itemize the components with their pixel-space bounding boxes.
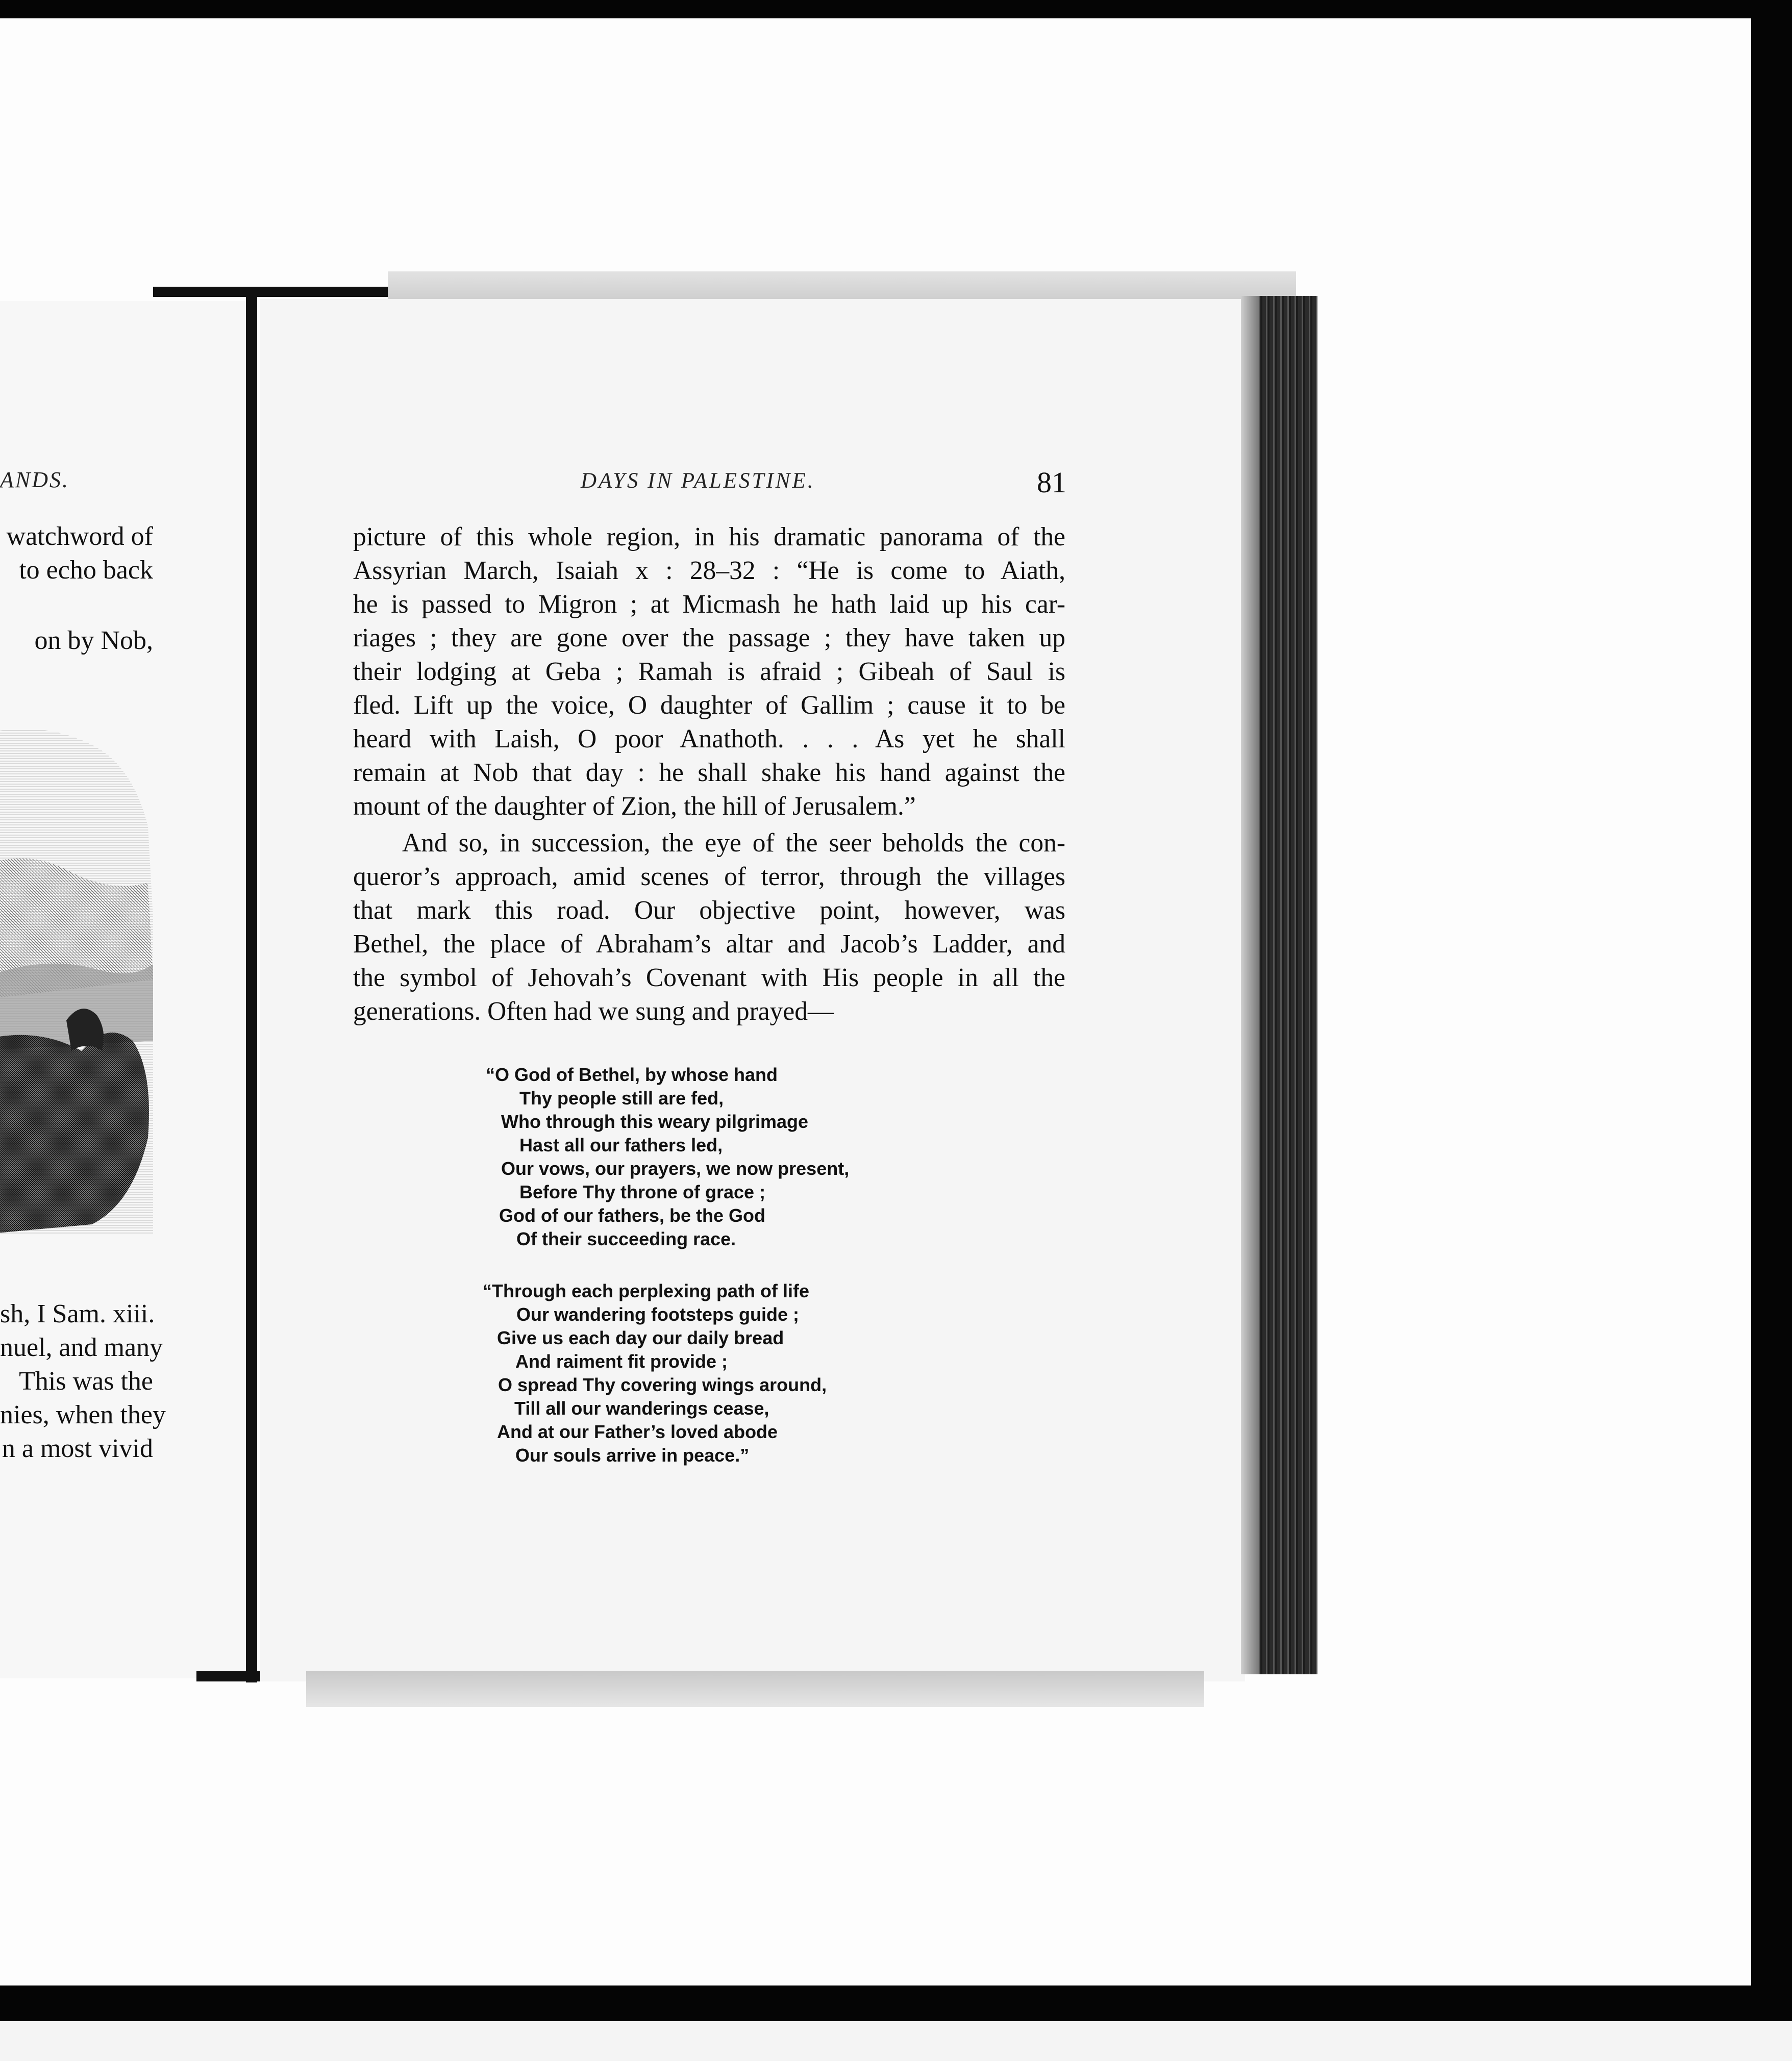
- hymn-line: Who through this weary pilgrimage: [501, 1111, 809, 1132]
- page-edge-highlight: [1241, 296, 1259, 1674]
- left-text-line: nuel, and many: [0, 1333, 163, 1362]
- hymn-line: And at our Father’s loved abode: [497, 1421, 778, 1442]
- body-text-line: remain at Nob that day : he shall shake his hand against the: [353, 758, 1065, 787]
- body-text-line: he is passed to Migron ; at Micmash he hath laid up his car-: [353, 590, 1065, 619]
- body-text-line: mount of the daughter of Zion, the hill of Jerusalem.”: [353, 792, 916, 821]
- body-text-line: picture of this whole region, in his dramatic panorama of the: [353, 522, 1065, 551]
- page-bottom-edge: [306, 1671, 1204, 1707]
- body-text-line: that mark this road. Our objective point, however, was: [353, 896, 1065, 925]
- left-text-line: n a most vivid: [2, 1434, 153, 1463]
- hymn-line: “O God of Bethel, by whose hand: [486, 1064, 778, 1085]
- hymn-line: Our souls arrive in peace.”: [515, 1445, 750, 1466]
- left-text-line: watchword of: [6, 522, 153, 551]
- page-top-edge: [388, 271, 1296, 300]
- body-text-line: their lodging at Geba ; Ramah is afraid ; Gibeah of Saul is: [353, 657, 1065, 686]
- left-text-line: on by Nob,: [34, 626, 153, 655]
- hymn-line: Hast all our fathers led,: [519, 1135, 723, 1155]
- binding-top-edge: [153, 287, 393, 297]
- page-number: 81: [1037, 466, 1066, 499]
- body-text-line: fled. Lift up the voice, O daughter of Gallim ; cause it to be: [353, 691, 1065, 720]
- body-text-line: heard with Laish, O poor Anathoth. . . . As yet he shall: [353, 724, 1065, 753]
- left-text-line: to echo back: [19, 556, 153, 585]
- next-frame-strip: [0, 2021, 1792, 2061]
- hymn-line: God of our fathers, be the God: [499, 1205, 765, 1226]
- hymn-line: Our vows, our prayers, we now present,: [501, 1158, 850, 1179]
- body-text-line: the symbol of Jehovah’s Covenant with His people in all the: [353, 963, 1065, 992]
- left-text-line: nies, when they: [0, 1400, 166, 1429]
- hymn-line: Till all our wanderings cease,: [514, 1398, 769, 1419]
- book-spine-gutter: [246, 287, 257, 1682]
- hymn-line: Our wandering footsteps guide ;: [516, 1304, 800, 1325]
- body-text-line: Assyrian March, Isaiah x : 28–32 : “He is come to Aiath,: [353, 556, 1065, 585]
- left-text-line: This was the: [19, 1367, 153, 1396]
- hymn-line: Before Thy throne of grace ;: [519, 1182, 766, 1202]
- body-text-line: Bethel, the place of Abraham’s altar and Jacob’s Ladder, and: [353, 929, 1065, 959]
- hymn-line: O spread Thy covering wings around,: [498, 1374, 827, 1395]
- running-head: DAYS IN PALESTINE.: [581, 469, 815, 493]
- body-text-line: And so, in succession, the eye of the seer beholds the con-: [402, 828, 1065, 858]
- body-text-line: riages ; they are gone over the passage ; they have taken up: [353, 623, 1065, 652]
- left-page: [0, 301, 250, 1678]
- hymn-line: And raiment fit provide ;: [515, 1351, 728, 1372]
- body-text-line: queror’s approach, amid scenes of terror, through the villages: [353, 862, 1065, 891]
- left-text-line: sh, I Sam. xiii.: [0, 1299, 155, 1328]
- left-running-head: ANDS.: [0, 467, 69, 492]
- hymn-line: Of their succeeding race.: [516, 1228, 736, 1249]
- hymn-line: Thy people still are fed,: [519, 1088, 724, 1109]
- landscape-engraving: [0, 714, 173, 1235]
- hymn-line: “Through each perplexing path of life: [483, 1280, 810, 1301]
- body-text-line: generations. Often had we sung and prayed—: [353, 997, 834, 1026]
- hymn-line: Give us each day our daily bread: [497, 1327, 784, 1348]
